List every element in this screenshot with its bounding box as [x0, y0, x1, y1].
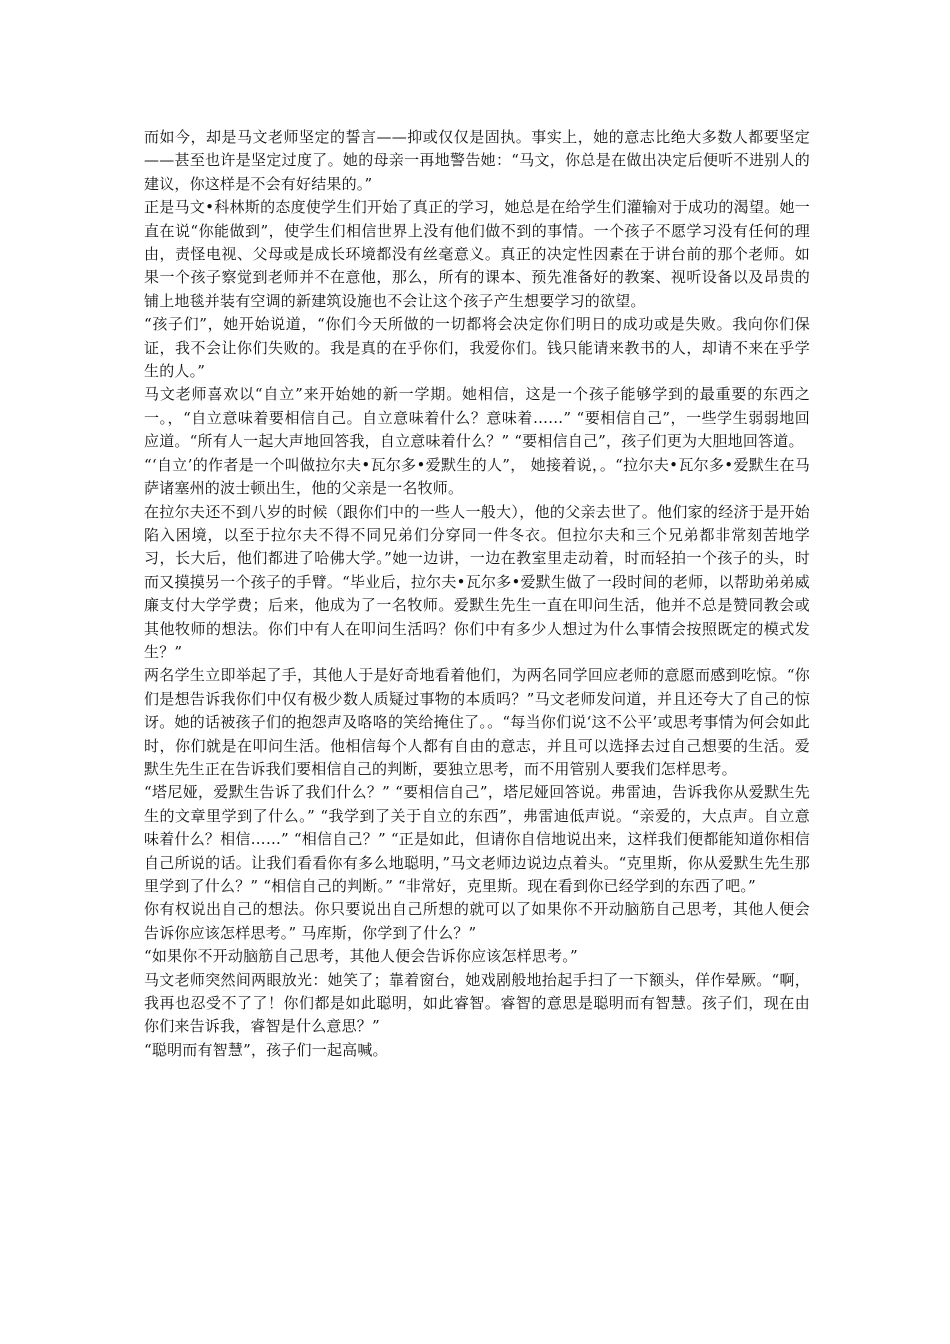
paragraph: “孩子们”，她开始说道，“你们今天所做的一切都将会决定你们明日的成功或是失败。我向你们保证，我不会让你们失败的。我是真的在乎你们，我爱你们。钱只能请来教书的人，却请不来在乎学生的人。”	[144, 315, 810, 381]
paragraph: 马文老师突然间两眼放光：她笑了；靠着窗台，她戏剧般地抬起手扫了一下额头，佯作晕厥。“啊，我再也忍受不了了！你们都是如此聪明，如此睿智。睿智的意思是聪明而有智慧。孩子们，现在由你们来告诉我，睿智是什么意思？”	[144, 970, 810, 1036]
paragraph: 马文老师喜欢以“自立”来开始她的新一学期。她相信，这是一个孩子能够学到的最重要的东西之一。，“自立意味着要相信自己。自立意味着什么？意味着……” “要相信自己”，一些学生弱弱地回应道。“所有人一起大声地回答我，自立意味着什么？” “要相信自己”，孩子们更为大胆地回答道。	[144, 385, 810, 451]
paragraph: 两名学生立即举起了手，其他人于是好奇地看着他们，为两名同学回应老师的意愿而感到吃惊。“你们是想告诉我你们中仅有极少数人质疑过事物的本质吗？”马文老师发问道，并且还夸大了自己的惊讶。她的话被孩子们的抱怨声及咯咯的笑给掩住了。。“每当你们说‘这不公平’或思考事情为何会如此时，你们就是在叩问生活。他相信每个人都有自由的意志，并且可以选择去过自己想要的生活。爱默生先生正在告诉我们要相信自己的判断，要独立思考，而不用管别人要我们怎样思考。	[144, 666, 810, 778]
paragraph: “聪明而有智慧”，孩子们一起高喊。	[144, 1040, 388, 1059]
paragraph: “塔尼娅，爱默生告诉了我们什么？” “要相信自己”，塔尼娅回答说。弗雷迪，告诉我你从爱默生先生的文章里学到了什么。” “我学到了关于自立的东西”，弗雷迪低声说。“亲爱的，大点声。自立意味着什么？相信……” “相信自己？” “正是如此，但请你自信地说出来，这样我们便都能知道你相信自己所说的话。让我们看看你有多么地聪明，”马文老师边说边点着头。“克里斯，你从爱默生先生那里学到了什么？” “相信自己的判断。” “非常好，克里斯。现在看到你已经学到的东西了吧。”	[144, 783, 810, 895]
paragraph: “‘自立’的作者是一个叫做拉尔夫•瓦尔多•爱默生的人”， 她接着说，。“拉尔夫•瓦尔多•爱默生在马萨诸塞州的波士顿出生，他的父亲是一名牧师。	[144, 455, 810, 498]
paragraph: 在拉尔夫还不到八岁的时候（跟你们中的一些人一般大），他的父亲去世了。他们家的经济于是开始陷入困境，以至于拉尔夫不得不同兄弟们分穿同一件冬衣。但拉尔夫和三个兄弟都非常刻苦地学习，长大后，他们都进了哈佛大学。”她一边讲，一边在教室里走动着，时而轻拍一个孩子的头，时而又摸摸另一个孩子的手臂。“毕业后，拉尔夫•瓦尔多•爱默生做了一段时间的老师，以帮助弟弟威廉支付大学学费；后来，他成为了一名牧师。爱默生先生一直在叩问生活，他并不总是赞同教会或其他牧师的想法。你们中有人在叩问生活吗？你们中有多少人想过为什么事情会按照既定的模式发生？”	[144, 502, 810, 661]
paragraph: 你有权说出自己的想法。你只要说出自己所想的就可以了如果你不开动脑筋自己思考，其他人便会告诉你应该怎样思考。” 马库斯，你学到了什么？”	[144, 900, 810, 942]
paragraph: “如果你不开动脑筋自己思考，其他人便会告诉你应该怎样思考。”	[144, 947, 578, 966]
document-body	[144, 126, 810, 1062]
paragraph: 正是马文•科林斯的态度使学生们开始了真正的学习，她总是在给学生们灌输对于成功的渴望。她一直在说“你能做到”，使学生们相信世界上没有他们做不到的事情。一个孩子不愿学习没有任何的理由，责怪电视、父母或是成长环境都没有丝毫意义。真正的决定性因素在于讲台前的那个老师。如果一个孩子察觉到老师并不在意他，那么，所有的课本、预先准备好的教案、视听设备以及昂贵的铺上地毯并装有空调的新建筑设施也不会让这个孩子产生想要学习的欲望。	[144, 198, 810, 310]
paragraph: 而如今，却是马文老师坚定的誓言——抑或仅仅是固执。事实上，她的意志比绝大多数人都要坚定——甚至也许是坚定过度了。她的母亲一再地警告她：“马文，你总是在做出决定后便听不进别人的建议，你这样是不会有好结果的。”	[144, 128, 810, 193]
